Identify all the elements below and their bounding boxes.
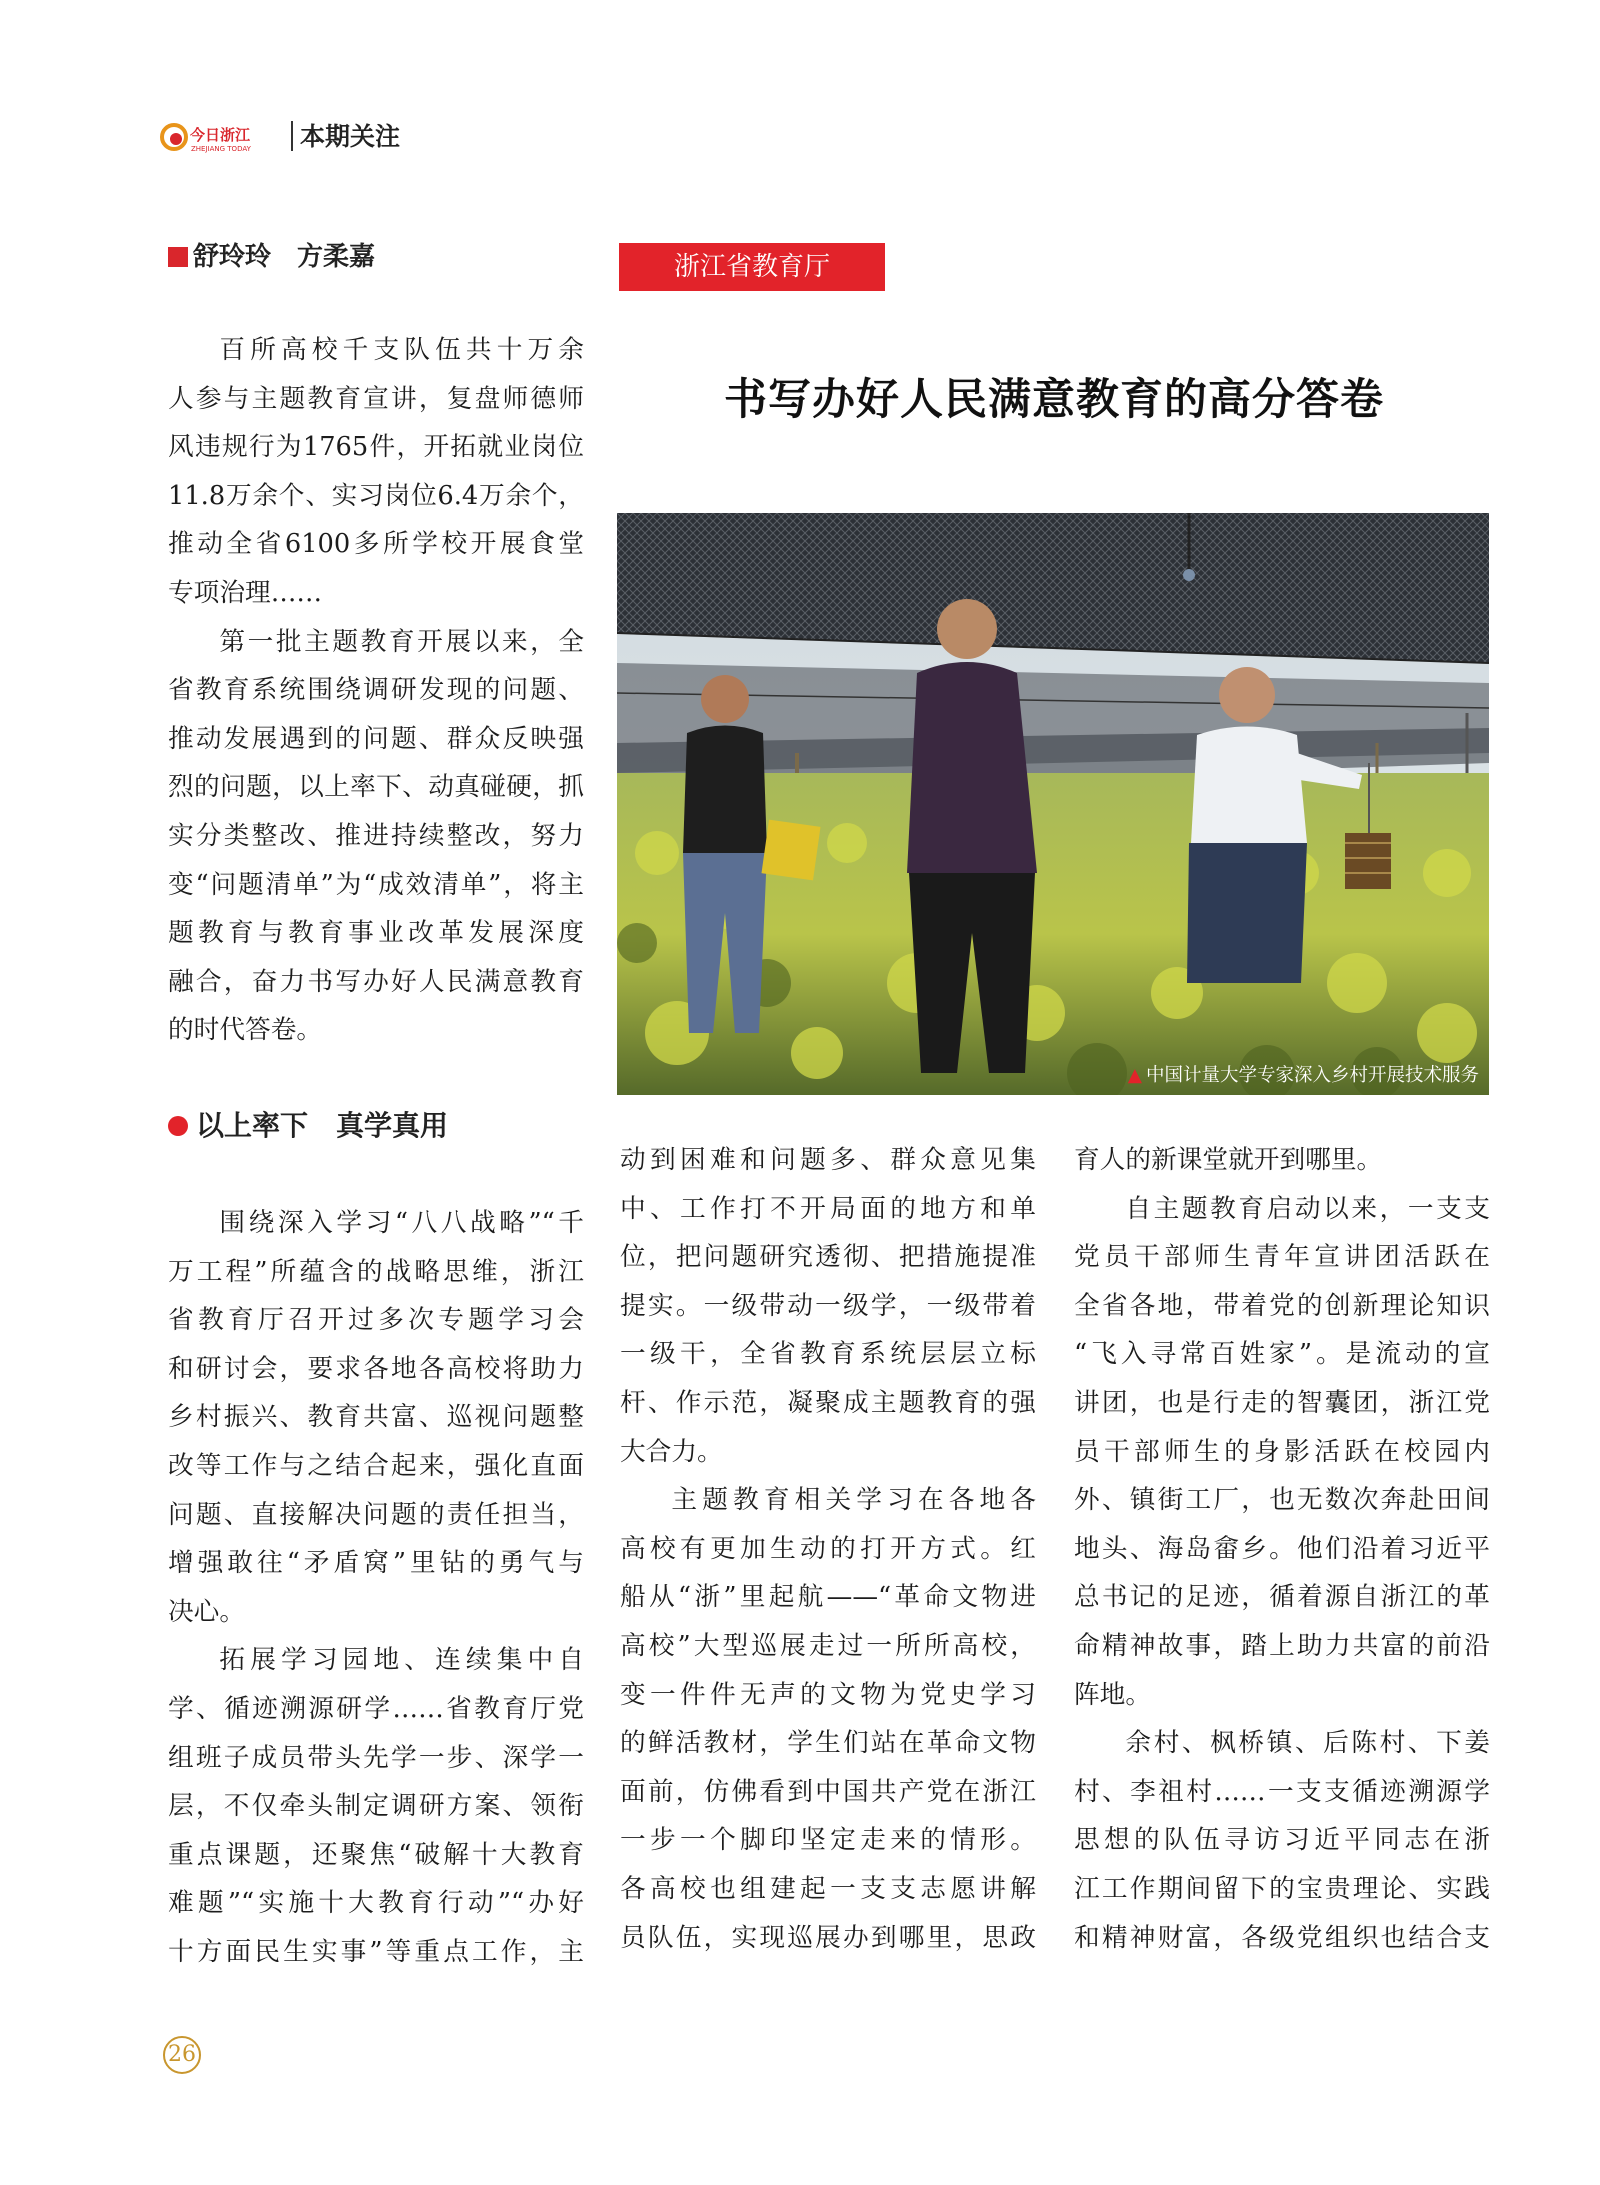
text-line: 总书记的足迹，循着源自浙江的革 [1074,1582,1490,1613]
text-line: 改等工作与之结合起来，强化直面 [168,1450,584,1481]
text-line: 层，不仅牵头制定调研方案、领衔 [168,1791,584,1822]
text-line: 变一件件无声的文物为党史学习 [620,1679,1036,1710]
text-line: 的鲜活教材，学生们站在革命文物 [620,1728,1036,1759]
text-line: 和研讨会，要求各地各高校将助力 [168,1353,584,1384]
magazine-logo [160,120,284,154]
text-line: 风违规行为1765件，开拓就业岗位 [168,432,584,463]
text-line: 外、镇街工厂，也无数次奔赴田间 [1074,1485,1490,1516]
text-line: 拓展学习园地、连续集中自 [219,1645,584,1676]
text-line: 动到困难和问题多、群众意见集 [620,1145,1036,1175]
text-line: 提实。一级带动一级学，一级带着 [620,1290,1036,1321]
text-line: 面前，仿佛看到中国共产党在浙江 [620,1776,1036,1807]
subheading-text: 以上率下 真学真用 [196,1109,449,1142]
logo-text-en: ZHEJIANG TODAY [191,145,251,153]
text-line: 增强敢往“矛盾窝”里钻的勇气与 [168,1548,584,1579]
text-line: 村、李祖村……一支支循迹溯源学 [1074,1776,1490,1807]
text-line: 专项治理…… [168,577,323,608]
text-line: 育人的新课堂就开到哪里。 [1074,1145,1383,1175]
author-byline: 舒玲玲 方柔嘉 [193,242,376,272]
text-line: 自主题教育启动以来，一支支 [1125,1193,1490,1224]
bullet-dot-icon [168,1116,188,1136]
text-line: 题教育与教育事业改革发展深度 [168,918,584,949]
text-line: 组班子成员带头先学一步、深学一 [168,1742,584,1773]
text-line: 船从“浙”里起航——“革命文物进 [620,1582,1036,1613]
text-line: 各高校也组建起一支支志愿讲解 [620,1873,1036,1904]
text-line: 融合，奋力书写办好人民满意教育 [168,966,584,997]
text-line: 烈的问题，以上率下、动真碰硬，抓 [168,772,584,803]
text-line: 位，把问题研究透彻、把措施提准 [620,1242,1036,1273]
header-divider [291,121,293,151]
text-line: 问题、直接解决问题的责任担当， [168,1499,584,1530]
text-line: 主题教育相关学习在各地各 [671,1485,1036,1516]
logo-icon [160,120,284,154]
text-line: 乡村振兴、教育共富、巡视问题整 [168,1402,584,1433]
text-line: 和精神财富，各级党组织也结合支 [1074,1922,1490,1953]
text-line: 学、循迹溯源研学……省教育厅党 [168,1693,584,1724]
text-line: 员队伍，实现巡展办到哪里，思政 [620,1922,1036,1953]
triangle-up-icon: ▲ [1127,1065,1142,1086]
column-3 [1074,1136,1490,1962]
text-line: 第一批主题教育开展以来，全 [219,626,584,657]
column-2 [620,1136,1036,1962]
text-line: 难题”“实施十大教育行动”“办好 [168,1888,584,1919]
text-line: 百所高校千支队伍共十万余 [219,335,584,365]
author-marker-icon [168,247,188,267]
column-1-bottom [168,1199,584,1977]
text-line: 人参与主题教育宣讲，复盘师德师 [168,383,584,414]
text-line: “飞入寻常百姓家”。是流动的宣 [1074,1339,1490,1370]
photo-caption [1128,1063,1479,1089]
text-line: 省教育系统围绕调研发现的问题、 [168,675,584,706]
subheading [168,1104,448,1148]
text-line: 思想的队伍寻访习近平同志在浙 [1074,1825,1490,1856]
text-line: 的时代答卷。 [168,1015,323,1046]
text-line: 命精神故事，踏上助力共富的前沿 [1074,1630,1490,1661]
text-line: 高校”大型巡展走过一所所高校， [620,1630,1036,1661]
column-1-top [168,326,584,1055]
text-line: 围绕深入学习“八八战略”“千 [219,1208,584,1238]
text-line: 决心。 [168,1596,246,1627]
text-line: 11.8万余个、实习岗位6.4万余个， [168,480,584,511]
text-line: 变“问题清单”为“成效清单”，将主 [168,869,584,900]
text-line: 大合力。 [620,1436,723,1467]
text-line: 万工程”所蕴含的战略思维，浙江 [168,1256,584,1287]
text-line: 江工作期间留下的宝贵理论、实践 [1074,1873,1490,1904]
text-line: 地头、海岛畲乡。他们沿着习近平 [1074,1533,1490,1564]
text-line: 员干部师生的身影活跃在校园内 [1074,1436,1490,1467]
text-line: 十方面民生实事”等重点工作，主 [168,1936,584,1967]
text-line: 一步一个脚印坚定走来的情形。 [620,1825,1036,1856]
text-line: 党员干部师生青年宣讲团活跃在 [1074,1242,1490,1273]
section-title: 本期关注 [300,122,401,151]
text-line: 杆、作示范，凝聚成主题教育的强 [620,1387,1036,1418]
text-line: 余村、枫桥镇、后陈村、下姜 [1125,1728,1490,1759]
text-line: 高校有更加生动的打开方式。红 [620,1533,1036,1564]
logo-text-cn: 今日浙江 [190,126,251,144]
text-line: 一级干，全省教育系统层层立标 [620,1339,1036,1370]
text-line: 推动发展遇到的问题、群众反映强 [168,723,584,754]
article-photo [617,513,1489,1095]
source-tag: 浙江省教育厅 [619,243,885,291]
text-line: 中、工作打不开局面的地方和单 [620,1193,1036,1224]
photo-illustration [617,513,1489,1095]
text-line: 省教育厅召开过多次专题学习会 [168,1305,584,1336]
article-headline: 书写办好人民满意教育的高分答卷 [724,375,1384,425]
text-line: 全省各地，带着党的创新理论知识 [1074,1290,1490,1321]
photo-caption-text: 中国计量大学专家深入乡村开展技术服务 [1145,1065,1479,1086]
text-line: 讲团，也是行走的智囊团，浙江党 [1074,1387,1490,1418]
text-line: 推动全省6100多所学校开展食堂 [168,529,584,560]
text-line: 重点课题，还聚焦“破解十大教育 [168,1839,584,1870]
text-line: 实分类整改、推进持续整改，努力 [168,820,584,851]
text-line: 阵地。 [1074,1679,1152,1710]
page-number: 26 [163,2036,201,2074]
